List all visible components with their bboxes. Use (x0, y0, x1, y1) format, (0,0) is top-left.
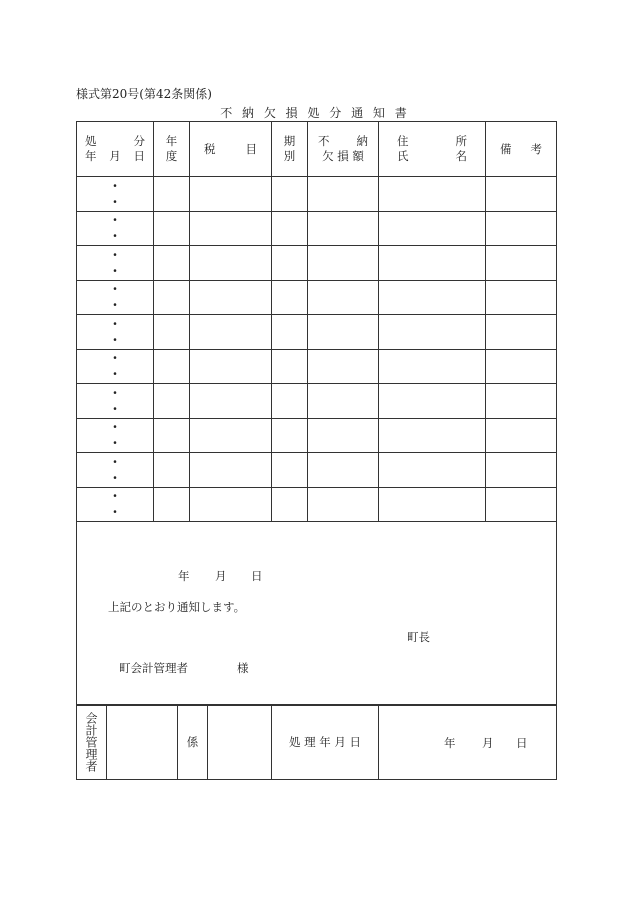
honorific-label: 様 (237, 661, 249, 675)
header-funo-kesson: 不 納 欠 損 額 (308, 122, 379, 177)
row-date-cell: ・ ・ (77, 384, 154, 419)
row-cell (379, 487, 486, 522)
header-row (77, 122, 557, 177)
row-cell (272, 384, 308, 419)
row-cell (308, 246, 379, 281)
row-cell (308, 315, 379, 350)
row-cell (308, 487, 379, 522)
row-cell (272, 280, 308, 315)
row-cell (379, 418, 486, 453)
row-cell (154, 211, 190, 246)
row-cell (190, 280, 272, 315)
row-date-cell: ・ ・ (77, 280, 154, 315)
notice-year: 年 (178, 569, 190, 583)
row-cell (486, 453, 557, 488)
row-cell (486, 349, 557, 384)
row-cell (272, 418, 308, 453)
row-cell (486, 315, 557, 350)
table-row (77, 487, 557, 522)
row-date-cell: ・ ・ (77, 211, 154, 246)
row-cell (486, 246, 557, 281)
row-date-cell: ・ ・ (77, 349, 154, 384)
header-kibetsu: 期 別 (272, 122, 308, 177)
row-cell (190, 418, 272, 453)
row-cell (190, 349, 272, 384)
header-nendo: 年 度 (154, 122, 190, 177)
table-row (77, 280, 557, 315)
row-cell (190, 315, 272, 350)
table-row (77, 315, 557, 350)
row-cell (190, 177, 272, 212)
row-cell (190, 211, 272, 246)
form-title: 不 納 欠 損 処 分 通 知 書 (220, 106, 410, 120)
kaikei-seal-box (107, 705, 178, 780)
kakari-label: 係 (178, 705, 208, 780)
row-cell (154, 418, 190, 453)
table-row (77, 453, 557, 488)
row-cell (379, 246, 486, 281)
row-cell (308, 211, 379, 246)
processed-date-label: 処 理 年 月 日 (272, 705, 379, 780)
row-cell (154, 315, 190, 350)
row-cell (379, 211, 486, 246)
row-cell (154, 177, 190, 212)
row-date-cell: ・ ・ (77, 418, 154, 453)
row-cell (379, 280, 486, 315)
notice-table (76, 121, 557, 706)
row-cell (154, 280, 190, 315)
row-cell (486, 384, 557, 419)
row-cell (272, 453, 308, 488)
recipient-label: 町会計管理者 (119, 661, 188, 675)
row-cell (486, 487, 557, 522)
row-cell (379, 177, 486, 212)
row-cell (272, 315, 308, 350)
notice-section (77, 522, 557, 706)
row-cell (308, 177, 379, 212)
row-cell (272, 487, 308, 522)
row-cell (154, 384, 190, 419)
row-cell (379, 349, 486, 384)
row-cell (308, 384, 379, 419)
row-cell (190, 453, 272, 488)
row-cell (272, 349, 308, 384)
header-biko: 備 考 (486, 122, 557, 177)
row-cell (308, 453, 379, 488)
row-cell (308, 418, 379, 453)
row-date-cell: ・ ・ (77, 453, 154, 488)
table-row (77, 384, 557, 419)
form-number-label: 様式第20号(第42条関係) (76, 87, 212, 101)
footer-row (77, 705, 557, 780)
row-cell (486, 280, 557, 315)
row-cell (190, 487, 272, 522)
header-jusho-shimei: 住 所 氏 名 (379, 122, 486, 177)
table-row (77, 246, 557, 281)
row-cell (486, 177, 557, 212)
row-cell (379, 315, 486, 350)
row-cell (272, 177, 308, 212)
row-cell (154, 453, 190, 488)
row-cell (308, 349, 379, 384)
row-cell (379, 384, 486, 419)
row-date-cell: ・ ・ (77, 246, 154, 281)
row-cell (272, 211, 308, 246)
mayor-label: 町長 (407, 630, 430, 644)
notice-message: 上記のとおり通知します。 (108, 600, 246, 614)
header-shobun-date: 処 分 年 月 日 (77, 122, 154, 177)
row-cell (154, 349, 190, 384)
row-cell (272, 246, 308, 281)
row-cell (486, 418, 557, 453)
row-cell (190, 246, 272, 281)
row-cell (154, 487, 190, 522)
table-row (77, 211, 557, 246)
kaikei-kanrisha-label: 会計管理者 (77, 705, 107, 780)
row-date-cell: ・ ・ (77, 487, 154, 522)
table-row (77, 177, 557, 212)
row-cell (486, 211, 557, 246)
notice-month: 月 (215, 569, 227, 583)
row-cell (154, 246, 190, 281)
row-cell (190, 384, 272, 419)
row-cell (379, 453, 486, 488)
table-row (77, 418, 557, 453)
footer-table (76, 704, 557, 780)
row-date-cell: ・ ・ (77, 177, 154, 212)
row-date-cell: ・ ・ (77, 315, 154, 350)
kakari-seal-box (208, 705, 272, 780)
table-row (77, 349, 557, 384)
row-cell (308, 280, 379, 315)
header-zeimoku: 税 目 (190, 122, 272, 177)
processed-date-value: 年 月 日 (379, 705, 557, 780)
notice-day: 日 (251, 569, 263, 583)
